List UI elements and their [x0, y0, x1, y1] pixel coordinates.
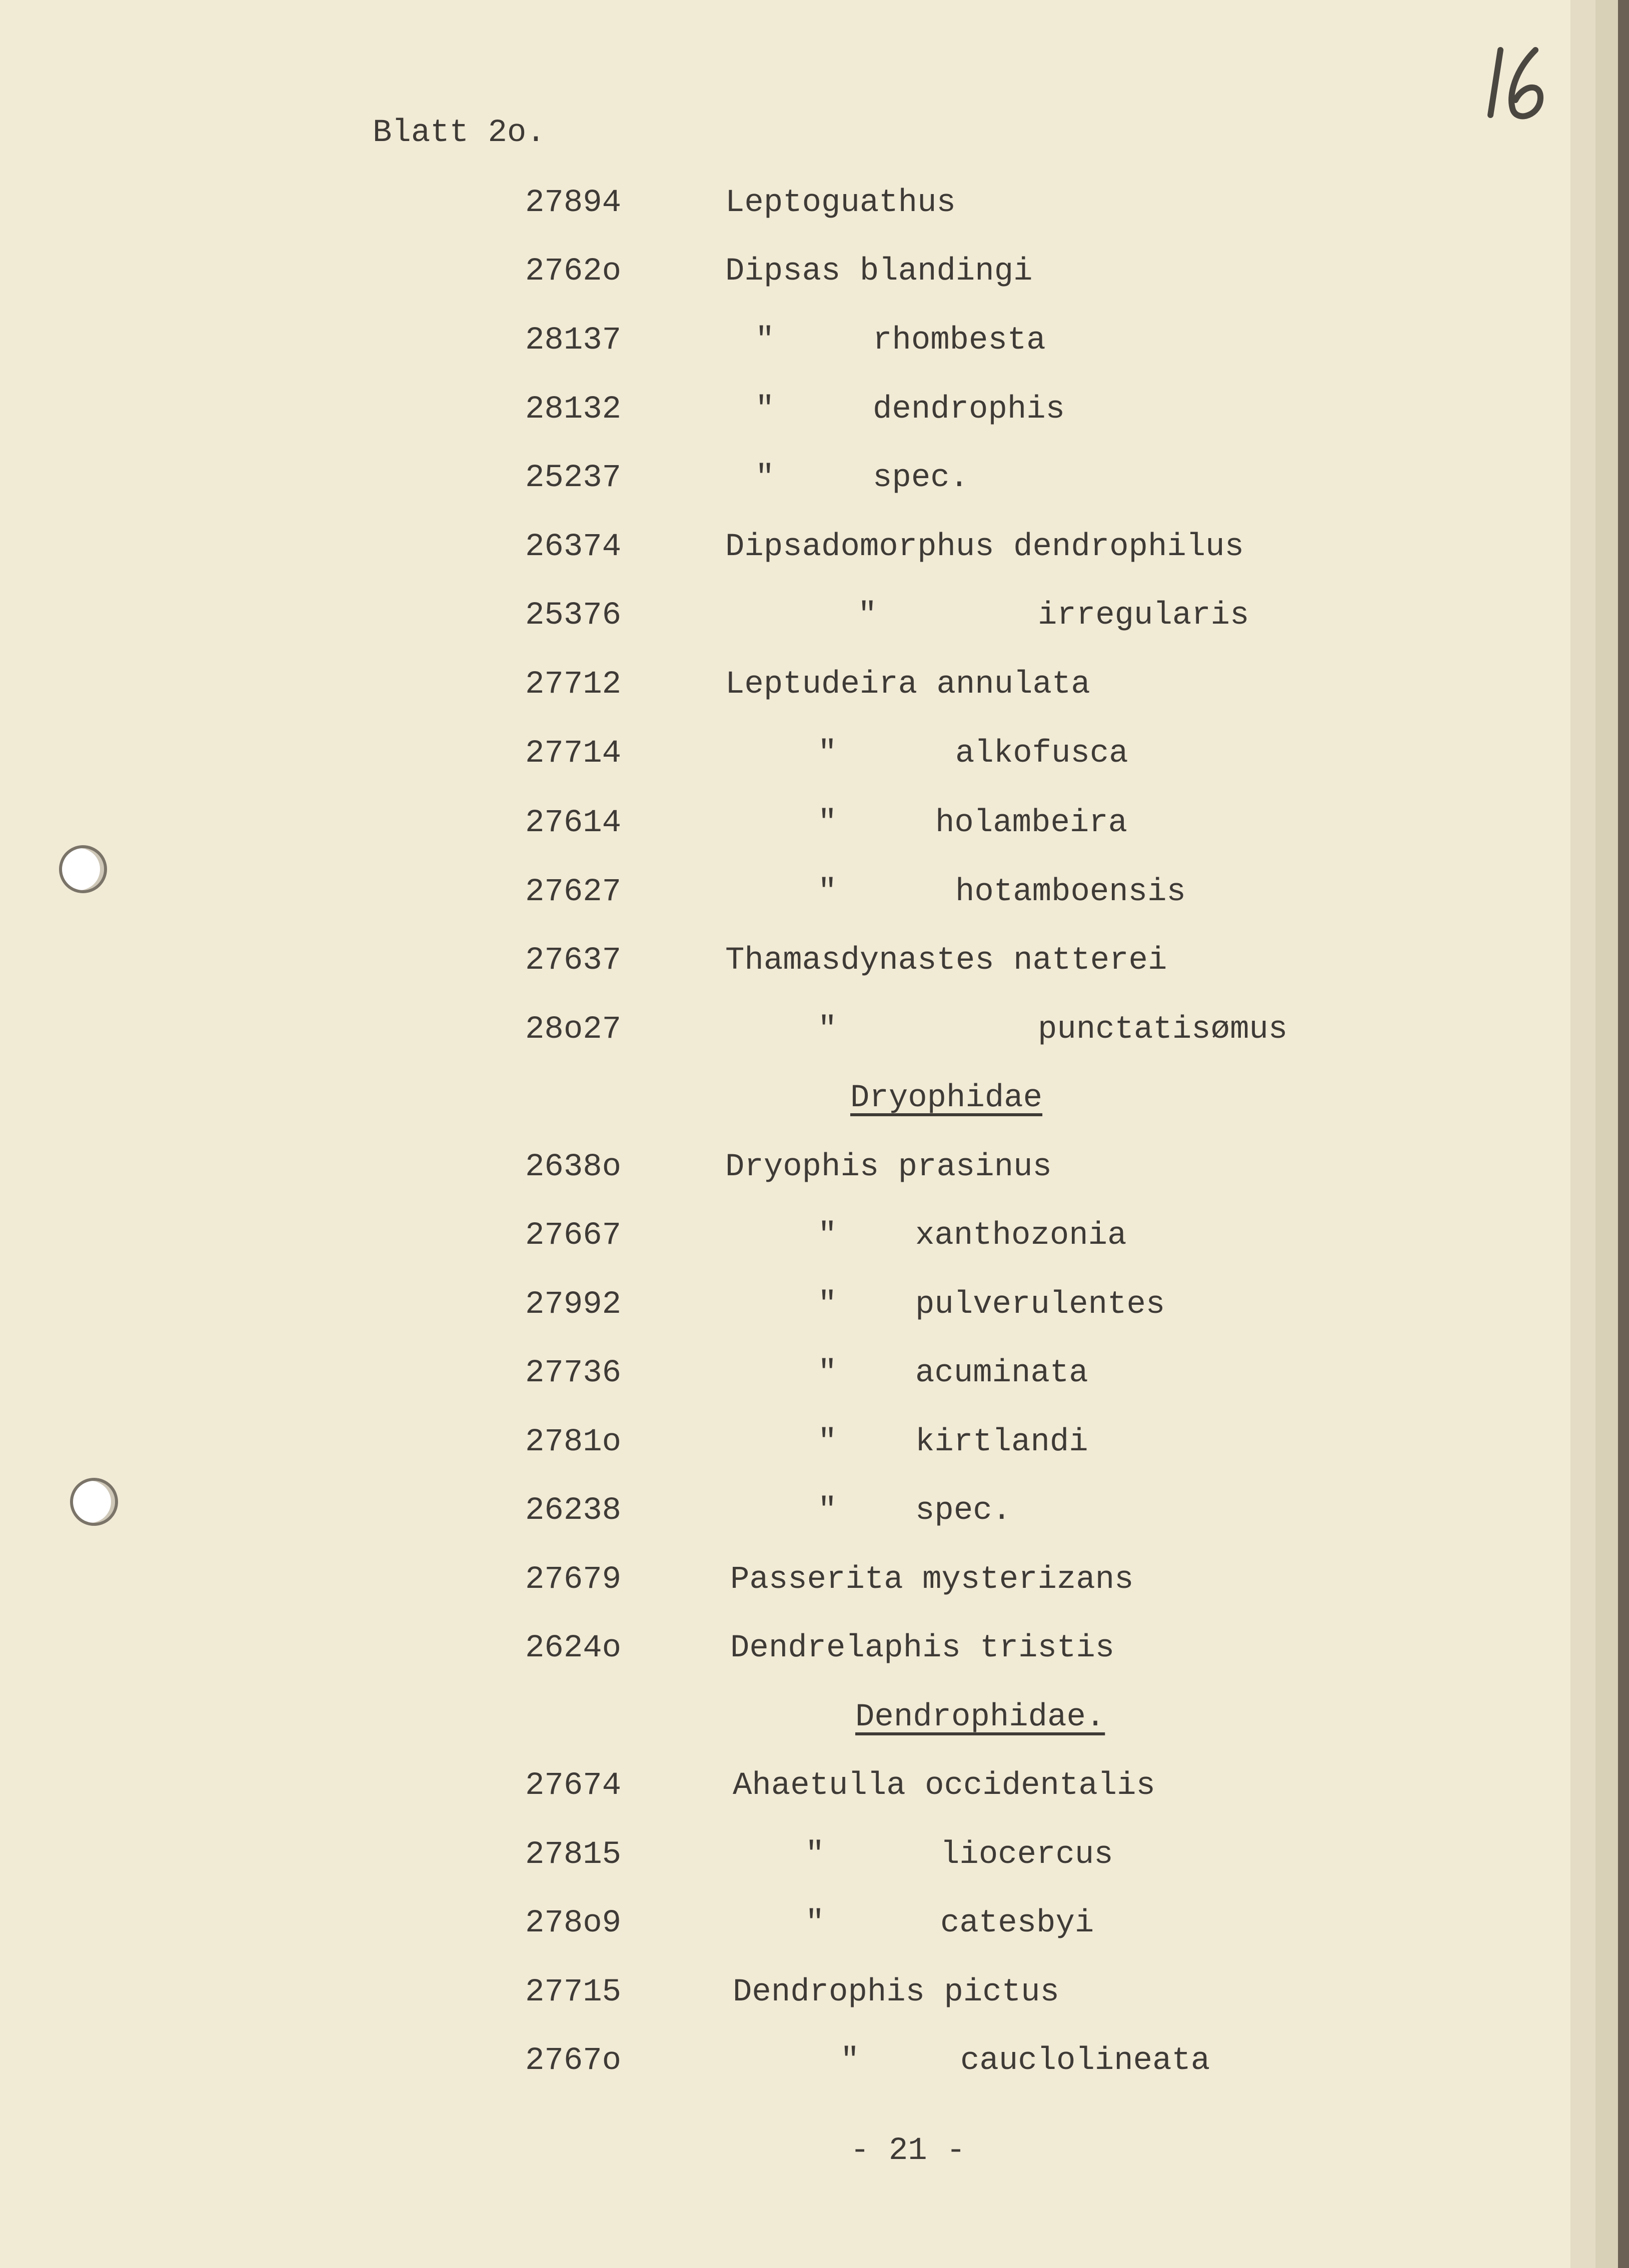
species-name: Leptoguathus — [725, 185, 956, 221]
list-item — [0, 460, 1500, 500]
list-item — [0, 1287, 1500, 1327]
ditto-mark: " — [818, 1424, 837, 1460]
catalog-number: 2624o — [525, 1630, 622, 1666]
ditto-mark: " — [858, 598, 877, 634]
list-item — [0, 185, 1500, 225]
section-heading: Dendrophidae. — [855, 1699, 1105, 1735]
species-name: liocercus — [940, 1837, 1113, 1873]
catalog-number: 27736 — [525, 1355, 622, 1391]
species-name: dendrophis — [873, 392, 1065, 428]
ditto-mark: " — [805, 1905, 825, 1941]
list-item — [0, 254, 1500, 294]
catalog-number: 27992 — [525, 1287, 622, 1323]
species-name: spec. — [873, 460, 969, 496]
underlying-sheet-edge — [1595, 0, 1618, 2268]
list-item — [0, 1905, 1500, 1945]
list-item — [0, 1837, 1500, 1877]
catalog-number: 278o9 — [525, 1905, 622, 1941]
list-item — [0, 943, 1500, 983]
ditto-mark: " — [818, 1287, 837, 1323]
section-heading: Dryophidae — [850, 1080, 1043, 1116]
list-item — [0, 1974, 1500, 2014]
list-item — [0, 1493, 1500, 1533]
species-name: Leptudeira annulata — [725, 667, 1090, 703]
catalog-number: 27637 — [525, 943, 622, 979]
list-item — [0, 1149, 1500, 1189]
species-name: xanthozonia — [915, 1218, 1127, 1254]
catalog-number: 27715 — [525, 1974, 622, 2010]
catalog-number: 25237 — [525, 460, 622, 496]
list-item — [0, 1562, 1500, 1602]
handwritten-page-number — [1480, 40, 1555, 125]
page-footer-number: - 21 - — [850, 2133, 966, 2169]
species-name: punctatisømus — [1038, 1012, 1288, 1048]
list-item — [0, 1768, 1500, 1808]
catalog-number: 27712 — [525, 667, 622, 703]
ditto-mark: " — [818, 736, 837, 772]
sheet-label: Blatt 2o. — [373, 115, 546, 151]
ditto-mark: " — [755, 323, 775, 359]
list-item — [0, 736, 1500, 776]
list-item — [0, 667, 1500, 707]
catalog-number: 28132 — [525, 392, 622, 428]
species-name: Dipsadomorphus dendrophilus — [725, 529, 1244, 565]
ditto-mark: " — [818, 1493, 837, 1529]
catalog-number: 27679 — [525, 1562, 622, 1598]
ditto-mark: " — [840, 2043, 860, 2079]
list-item — [0, 392, 1500, 432]
catalog-number: 27667 — [525, 1218, 622, 1254]
ditto-mark: " — [818, 874, 837, 910]
ditto-mark: " — [818, 1218, 837, 1254]
species-name: catesbyi — [940, 1905, 1094, 1941]
ditto-mark: " — [805, 1837, 825, 1873]
species-name: hotamboensis — [955, 874, 1186, 910]
catalog-number: 2781o — [525, 1424, 622, 1460]
species-name: kirtlandi — [915, 1424, 1088, 1460]
species-name: Thamasdynastes natterei — [725, 943, 1167, 979]
list-item — [0, 529, 1500, 569]
ditto-mark: " — [755, 392, 775, 428]
catalog-number: 27815 — [525, 1837, 622, 1873]
list-item — [0, 1012, 1500, 1052]
species-name: acuminata — [915, 1355, 1088, 1391]
catalog-number: 28137 — [525, 323, 622, 359]
species-name: Dipsas blandingi — [725, 254, 1033, 290]
catalog-number: 27614 — [525, 805, 622, 841]
list-item — [0, 805, 1500, 845]
species-name: Passerita mysterizans — [730, 1562, 1134, 1598]
list-item — [0, 1355, 1500, 1395]
catalog-number: 26374 — [525, 529, 622, 565]
list-item — [0, 1630, 1500, 1670]
list-item — [0, 2043, 1500, 2083]
list-item — [0, 598, 1500, 638]
species-name: Dendrophis pictus — [733, 1974, 1059, 2010]
catalog-number: 27714 — [525, 736, 622, 772]
species-name: Ahaetulla occidentalis — [733, 1768, 1155, 1804]
ditto-mark: " — [755, 460, 775, 496]
catalog-number: 27627 — [525, 874, 622, 910]
catalog-number: 27894 — [525, 185, 622, 221]
list-item — [0, 323, 1500, 363]
ditto-mark: " — [818, 1355, 837, 1391]
species-name: Dendrelaphis tristis — [730, 1630, 1115, 1666]
catalog-number: 26238 — [525, 1493, 622, 1529]
list-item — [0, 874, 1500, 914]
catalog-number: 2762o — [525, 254, 622, 290]
catalog-number: 2767o — [525, 2043, 622, 2079]
species-name: spec. — [915, 1493, 1012, 1529]
ditto-mark: " — [818, 805, 837, 841]
species-name: rhombesta — [873, 323, 1046, 359]
catalog-number: 25376 — [525, 598, 622, 634]
species-name: cauclolineata — [960, 2043, 1210, 2079]
species-name: holambeira — [935, 805, 1128, 841]
species-name: pulverulentes — [915, 1287, 1165, 1323]
list-item — [0, 1218, 1500, 1258]
list-item — [0, 1424, 1500, 1464]
species-name: irregularis — [1038, 598, 1249, 634]
species-name: alkofusca — [955, 736, 1128, 772]
catalog-number: 2638o — [525, 1149, 622, 1185]
catalog-number: 28o27 — [525, 1012, 622, 1048]
catalog-number: 27674 — [525, 1768, 622, 1804]
species-name: Dryophis prasinus — [725, 1149, 1052, 1185]
ditto-mark: " — [818, 1012, 837, 1048]
